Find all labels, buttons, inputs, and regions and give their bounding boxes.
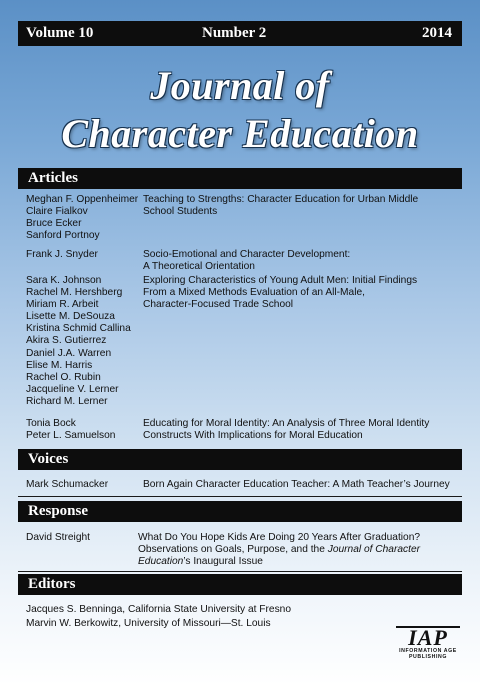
voices-title: Born Again Character Education Teacher: A Math Teacher’s Journey (143, 479, 450, 490)
author-name: Frank J. Snyder (26, 249, 98, 260)
article-4-title (143, 418, 459, 442)
article-title-line: Educating for Moral Identity: An Analysis of Three Moral Identity (143, 418, 430, 429)
section-bar-voices (18, 449, 462, 470)
section-heading-response: Response (28, 503, 89, 519)
author-name: Rachel M. Hershberg (26, 287, 123, 299)
author-name: Sanford Portnoy (26, 230, 100, 242)
author-name: Meghan F. Oppenheimer (26, 194, 139, 205)
publisher-line2: PUBLISHING (409, 654, 447, 660)
number-label: Number 2 (202, 25, 267, 41)
author-name: Akira S. Gutierrez (26, 335, 107, 347)
section-heading-voices: Voices (28, 451, 69, 467)
response-title-line3: Education’s Inaugural Issue (138, 556, 263, 568)
article-3-title (143, 275, 459, 311)
editor-line: Jacques S. Benninga, California State University at Fresno (26, 604, 292, 615)
article-title-line: Constructs With Implications for Moral Education (143, 430, 363, 442)
author-name: Miriam R. Arbeit (26, 299, 99, 311)
article-2-authors (26, 249, 98, 261)
author-name: Sara K. Johnson (26, 275, 102, 286)
author-name: Peter L. Samuelson (26, 430, 116, 442)
section-bar-response (18, 501, 462, 522)
section-heading-editors: Editors (28, 576, 76, 592)
article-title-line: Character-Focused Trade School (143, 299, 294, 311)
article-4-authors (26, 418, 115, 442)
section-bar-editors (18, 574, 462, 595)
article-title-line: School Students (143, 206, 218, 218)
author-name: Richard M. Lerner (26, 395, 108, 407)
section-heading-articles: Articles (28, 170, 78, 186)
article-title-line: From a Mixed Methods Evaluation of an All-Male, (143, 287, 365, 299)
article-title-line: Socio-Emotional and Character Development: (143, 249, 351, 260)
journal-title-line2: Character Education (61, 111, 419, 156)
section-bar-articles (18, 168, 462, 189)
section-divider (18, 571, 462, 572)
author-name: Jacqueline V. Lerner (26, 383, 119, 395)
response-title-line2: Observations on Goals, Purpose, and the Journal of Character (138, 544, 421, 556)
editors-list (26, 604, 291, 630)
section-divider (18, 496, 462, 497)
article-1-authors (26, 194, 138, 242)
article-title-line: Teaching to Strengths: Character Education for Urban Middle (143, 194, 419, 205)
author-name: Kristina Schmid Callina (26, 323, 131, 335)
response-author: David Streight (26, 532, 90, 543)
publisher-mark: IAP (396, 626, 460, 648)
author-name: Daniel J.A. Warren (26, 347, 112, 359)
voices-author: Mark Schumacker (26, 479, 109, 490)
volume-label: Volume 10 (26, 25, 94, 41)
issue-info-bar (18, 21, 462, 46)
author-name: Claire Fialkov (26, 206, 88, 218)
article-title-line: Exploring Characteristics of Young Adult Men: Initial Findings (143, 275, 418, 286)
author-name: Rachel O. Rubin (26, 371, 101, 383)
publisher-line1: INFORMATION AGE (399, 648, 457, 654)
year-label: 2014 (422, 25, 452, 41)
author-name: Elise M. Harris (26, 359, 93, 371)
publisher-logo (396, 626, 460, 660)
author-name: Bruce Ecker (26, 218, 82, 230)
response-title (138, 532, 462, 568)
article-1-title (143, 194, 459, 218)
author-name: Tonia Bock (26, 418, 76, 429)
editor-line: Marvin W. Berkowitz, University of Missouri—St. Louis (26, 618, 271, 630)
article-2-title (143, 249, 459, 273)
journal-title-line1: Journal of (150, 63, 330, 108)
response-title-line1: What Do You Hope Kids Are Doing 20 Years After Graduation? (138, 532, 421, 543)
article-title-line: A Theoretical Orientation (143, 261, 255, 273)
article-3-authors (26, 275, 131, 408)
author-name: Lisette M. DeSouza (26, 311, 115, 323)
